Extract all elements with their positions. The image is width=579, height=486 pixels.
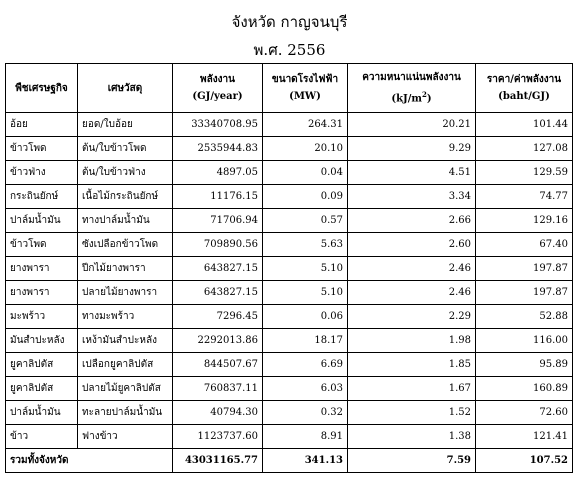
cell-crop: ข้าวฟ่าง — [6, 161, 78, 185]
cell-crop: ปาล์มน้ำมัน — [6, 209, 78, 233]
cell-density: 1.98 — [348, 329, 476, 353]
table-row — [6, 185, 573, 209]
page-subtitle: พ.ศ. 2556 — [253, 41, 326, 59]
total-row — [6, 449, 573, 473]
cell-energy: 4897.05 — [173, 161, 263, 185]
cell-plant-size: 5.10 — [263, 257, 348, 281]
cell-crop: มะพร้าว — [6, 305, 78, 329]
table-row — [6, 305, 573, 329]
cell-density: 1.85 — [348, 353, 476, 377]
header-energy — [173, 64, 263, 113]
data-table — [5, 63, 573, 473]
table-row — [6, 233, 573, 257]
cell-energy: 643827.15 — [173, 257, 263, 281]
table-row — [6, 257, 573, 281]
cell-density: 20.21 — [348, 113, 476, 137]
total-energy: 43031165.77 — [173, 449, 263, 473]
cell-crop: ข้าวโพด — [6, 137, 78, 161]
cell-residue: ทางมะพร้าว — [78, 305, 173, 329]
cell-crop: ข้าวโพด — [6, 233, 78, 257]
cell-price: 197.87 — [476, 257, 573, 281]
table-row — [6, 329, 573, 353]
header-density-label: ความหนาแน่นพลังงาน — [362, 71, 461, 83]
cell-plant-size: 18.17 — [263, 329, 348, 353]
cell-crop: ยางพารา — [6, 281, 78, 305]
total-price: 107.52 — [476, 449, 573, 473]
total-label: รวมทั้งจังหวัด — [6, 449, 173, 473]
cell-energy: 33340708.95 — [173, 113, 263, 137]
cell-plant-size: 0.57 — [263, 209, 348, 233]
cell-residue: ทางปาล์มน้ำมัน — [78, 209, 173, 233]
table-row — [6, 377, 573, 401]
cell-residue: ปลายไม้ยูคาลิปตัส — [78, 377, 173, 401]
table-body — [6, 113, 573, 449]
table-row — [6, 161, 573, 185]
header-crop: พืชเศรษฐกิจ — [6, 64, 78, 113]
cell-energy: 11176.15 — [173, 185, 263, 209]
cell-price: 127.08 — [476, 137, 573, 161]
cell-plant-size: 0.04 — [263, 161, 348, 185]
cell-crop: ยูคาลิปตัส — [6, 377, 78, 401]
cell-plant-size: 6.03 — [263, 377, 348, 401]
cell-residue: ปลายไม้ยางพารา — [78, 281, 173, 305]
header-density — [348, 64, 476, 113]
cell-crop: อ้อย — [6, 113, 78, 137]
table-row — [6, 209, 573, 233]
cell-residue: ต้น/ใบข้าวโพด — [78, 137, 173, 161]
header-residue: เศษวัสดุ — [78, 64, 173, 113]
cell-density: 2.60 — [348, 233, 476, 257]
cell-plant-size: 20.10 — [263, 137, 348, 161]
cell-crop: ข้าว — [6, 425, 78, 449]
cell-price: 121.41 — [476, 425, 573, 449]
cell-price: 101.44 — [476, 113, 573, 137]
table-row — [6, 401, 573, 425]
cell-residue: ยอด/ใบอ้อย — [78, 113, 173, 137]
cell-plant-size: 0.06 — [263, 305, 348, 329]
cell-density: 2.66 — [348, 209, 476, 233]
table-row — [6, 281, 573, 305]
cell-energy: 1123737.60 — [173, 425, 263, 449]
header-row — [6, 64, 573, 113]
cell-price: 197.87 — [476, 281, 573, 305]
cell-crop: มันสำปะหลัง — [6, 329, 78, 353]
header-density-unit: $(kJ/m^2)$ — [391, 89, 432, 105]
total-density: 7.59 — [348, 449, 476, 473]
cell-plant-size: 0.32 — [263, 401, 348, 425]
cell-residue: ฟางข้าว — [78, 425, 173, 449]
cell-crop: ยูคาลิปตัส — [6, 353, 78, 377]
table-row — [6, 353, 573, 377]
table-row — [6, 113, 573, 137]
cell-density: 4.51 — [348, 161, 476, 185]
cell-density: 2.46 — [348, 281, 476, 305]
cell-price: 67.40 — [476, 233, 573, 257]
cell-energy: 760837.11 — [173, 377, 263, 401]
cell-density: 9.29 — [348, 137, 476, 161]
cell-energy: 2535944.83 — [173, 137, 263, 161]
cell-plant-size: 0.09 — [263, 185, 348, 209]
cell-energy: 71706.94 — [173, 209, 263, 233]
cell-energy: 40794.30 — [173, 401, 263, 425]
cell-density: 1.38 — [348, 425, 476, 449]
table-row — [6, 425, 573, 449]
cell-density: 1.67 — [348, 377, 476, 401]
cell-price: 74.77 — [476, 185, 573, 209]
cell-residue: เนื้อไม้กระถินยักษ์ — [78, 185, 173, 209]
page-title: จังหวัด กาญจนบุรี — [231, 13, 348, 31]
header-plant-label: ขนาดโรงไฟฟ้า — [271, 74, 339, 85]
cell-price: 129.59 — [476, 161, 573, 185]
cell-residue: เปลือกยูคาลิปตัส — [78, 353, 173, 377]
cell-plant-size: 264.31 — [263, 113, 348, 137]
header-price — [476, 64, 573, 113]
cell-energy: 7296.45 — [173, 305, 263, 329]
cell-residue: เหง้ามันสำปะหลัง — [78, 329, 173, 353]
cell-density: 2.29 — [348, 305, 476, 329]
cell-crop: กระถินยักษ์ — [6, 185, 78, 209]
cell-residue: ต้น/ใบข้าวฟ่าง — [78, 161, 173, 185]
cell-price: 72.60 — [476, 401, 573, 425]
header-energy-label: พลังงาน — [200, 74, 235, 85]
header-price-unit: (baht/GJ) — [498, 91, 550, 102]
header-energy-unit: (GJ/year) — [192, 91, 243, 102]
header-plant-size — [263, 64, 348, 113]
cell-plant-size: 6.69 — [263, 353, 348, 377]
cell-residue: ซังเปลือกข้าวโพด — [78, 233, 173, 257]
cell-density: 1.52 — [348, 401, 476, 425]
cell-residue: ทะลายปาล์มน้ำมัน — [78, 401, 173, 425]
header-price-label: ราคา/ค่าพลังงาน — [486, 74, 562, 85]
cell-density: 3.34 — [348, 185, 476, 209]
cell-price: 95.89 — [476, 353, 573, 377]
cell-energy: 2292013.86 — [173, 329, 263, 353]
table-row — [6, 137, 573, 161]
cell-crop: ยางพารา — [6, 257, 78, 281]
cell-price: 160.89 — [476, 377, 573, 401]
cell-plant-size: 5.10 — [263, 281, 348, 305]
cell-residue: ปีกไม้ยางพารา — [78, 257, 173, 281]
total-plant: 341.13 — [263, 449, 348, 473]
cell-crop: ปาล์มน้ำมัน — [6, 401, 78, 425]
cell-energy: 709890.56 — [173, 233, 263, 257]
cell-energy: 643827.15 — [173, 281, 263, 305]
cell-price: 52.88 — [476, 305, 573, 329]
cell-energy: 844507.67 — [173, 353, 263, 377]
cell-price: 129.16 — [476, 209, 573, 233]
cell-density: 2.46 — [348, 257, 476, 281]
cell-plant-size: 5.63 — [263, 233, 348, 257]
header-plant-unit: (MW) — [289, 91, 321, 102]
cell-plant-size: 8.91 — [263, 425, 348, 449]
cell-price: 116.00 — [476, 329, 573, 353]
